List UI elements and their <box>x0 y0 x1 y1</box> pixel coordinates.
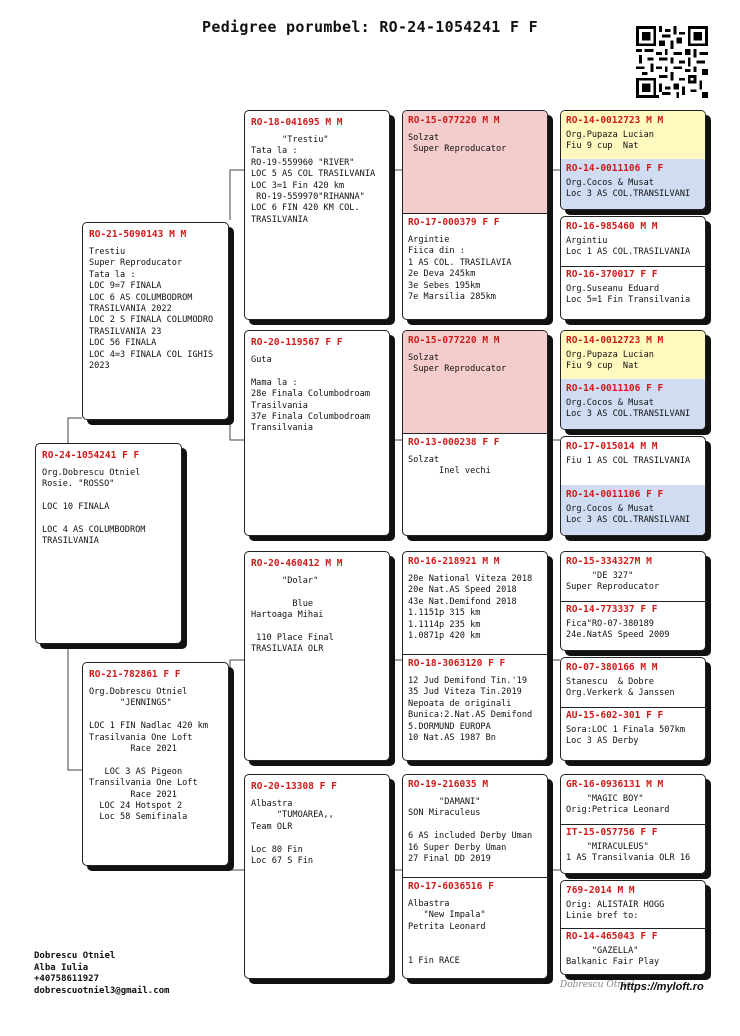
owner-email[interactable]: dobrescuotniel3@gmail.com <box>34 985 170 996</box>
ggg-ring: RO-14-0011106 F F <box>566 383 664 394</box>
ggg-card[interactable] <box>561 881 705 929</box>
dam-card[interactable] <box>82 662 229 866</box>
ggg-info: Fiu 1 AS COL TRASILVANIA <box>566 456 691 466</box>
ggg-pair <box>560 216 706 320</box>
grandparent-info: Albastra "TUMOAREA,, Team OLR Loc 80 Fin Loc 67 S Fin <box>251 799 334 867</box>
ggg-card[interactable] <box>561 823 705 873</box>
grandparent-ring: RO-20-13308 F F <box>251 781 337 792</box>
ggg-card[interactable] <box>561 706 705 760</box>
great-grandparent-pair <box>402 551 548 761</box>
ggg-ring: RO-15-334327M M <box>566 556 652 567</box>
ggg-pair <box>560 657 706 761</box>
ggg-ring: RO-14-0012723 M M <box>566 115 664 126</box>
ggg-info: Org.Suseanu Eduard Loc 5=1 Fin Transilvania <box>566 284 691 306</box>
great-grandparent-card[interactable] <box>403 775 547 878</box>
great-grandparent-card[interactable] <box>403 111 547 214</box>
ggg-ring: RO-14-0011106 F F <box>566 163 664 174</box>
great-grandparent-ring: RO-15-077220 M M <box>408 335 500 346</box>
ggg-info: Orig: ALISTAIR HOGG Linie bref to: <box>566 900 665 922</box>
great-grandparent-pair <box>402 774 548 979</box>
ggg-card[interactable] <box>561 265 705 319</box>
ggg-card[interactable] <box>561 379 705 429</box>
ggg-info: Org.Cocos & Musat Loc 3 AS COL.TRANSILVANI <box>566 398 691 420</box>
grandparent-info: Guta Mama la : 28e Finala Columbodroam Trasilvania 37e Finala Columbodroam Transilvania <box>251 355 370 434</box>
great-grandparent-info: "DAMANI" SON Miraculeus 6 AS included Derby Uman 16 Super Derby Uman 27 Final DD 2019 <box>408 797 533 865</box>
ggg-ring: RO-14-465043 F F <box>566 931 658 942</box>
ggg-info: Org.Pupaza Lucian Fiu 9 cup Nat <box>566 350 654 372</box>
sire-card[interactable] <box>82 222 229 420</box>
page-title: Pedigree porumbel: RO-24-1054241 F F <box>202 18 538 36</box>
ggg-ring: RO-16-985460 M M <box>566 221 658 232</box>
great-grandparent-card[interactable] <box>403 654 547 760</box>
ggg-info: "GAZELLA" Balkanic Fair Play <box>566 946 660 968</box>
grandparent-info: "Dolar" Blue Hartoaga Mihai 110 Place Final TRASILVAIA OLR <box>251 576 334 655</box>
sire-ring: RO-21-5090143 M M <box>89 229 187 240</box>
website-link[interactable]: https://myloft.ro <box>620 981 704 993</box>
grandparent-info: "Trestiu" Tata la : RO-19-559960 "RIVER" LOC 5 AS COL TRASILVANIA LOC 3=1 Fin 420 km RO-19-559970"RIHANNA" LOC 6 FIN 420 KM COL. TRASILVANIA <box>251 135 376 225</box>
ggg-pair <box>560 880 706 975</box>
great-grandparent-ring: RO-17-000379 F F <box>408 217 500 228</box>
grandparent-card[interactable] <box>244 551 390 761</box>
ggg-info: Org.Pupaza Lucian Fiu 9 cup Nat <box>566 130 654 152</box>
great-grandparent-ring: RO-19-216035 M <box>408 779 489 790</box>
great-grandparent-pair <box>402 330 548 536</box>
ggg-info: "MIRACULEUS" 1 AS Transilvania OLR 16 <box>566 842 691 864</box>
owner-city: Alba Iulia <box>34 962 89 973</box>
subject-info: Org.Dobrescu Otniel Rosie. "ROSSO" LOC 10 FINALA LOC 4 AS COLUMBODROM TRASILVANIA <box>42 468 146 547</box>
ggg-card[interactable] <box>561 927 705 974</box>
great-grandparent-info: Argintie Fiica din : 1 AS COL. TRASILAVIA 2e Deva 245km 3e Sebes 195km 7e Marsilia 285km <box>408 235 512 303</box>
ggg-ring: RO-14-0011106 F F <box>566 489 664 500</box>
great-grandparent-ring: RO-18-3063120 F F <box>408 658 506 669</box>
ggg-card[interactable] <box>561 437 705 487</box>
ggg-card[interactable] <box>561 775 705 825</box>
great-grandparent-card[interactable] <box>403 213 547 319</box>
great-grandparent-card[interactable] <box>403 552 547 655</box>
great-grandparent-card[interactable] <box>403 331 547 434</box>
dam-ring: RO-21-782861 F F <box>89 669 181 680</box>
ggg-ring: RO-07-380166 M M <box>566 662 658 673</box>
ggg-info: Sora:LOC 1 Finala 507km Loc 3 AS Derby <box>566 725 685 747</box>
grandparent-ring: RO-20-460412 M M <box>251 558 343 569</box>
great-grandparent-info: Albastra "New Impala" Petrita Leonard 1 Fin RACE <box>408 899 486 967</box>
ggg-card[interactable] <box>561 159 705 209</box>
great-grandparent-ring: RO-13-000238 F F <box>408 437 500 448</box>
great-grandparent-ring: RO-16-218921 M M <box>408 556 500 567</box>
ggg-info: Argintiu Loc 1 AS COL.TRASILVANIA <box>566 236 691 258</box>
ggg-card[interactable] <box>561 658 705 708</box>
ggg-pair <box>560 110 706 210</box>
ggg-card[interactable] <box>561 111 705 161</box>
sire-info: Trestiu Super Reproducator Tata la : LOC 9=7 FINALA LOC 6 AS COLUMBODROM TRASILVANIA 2022 LOC 2 S FINALA COLUMODRO TRASILVANIA 23 LOC 56 FINALA LOC 4=3 FINALA COL IGHIS 2023 <box>89 247 214 372</box>
great-grandparent-ring: RO-17-6036516 F <box>408 881 494 892</box>
grandparent-card[interactable] <box>244 110 390 320</box>
dam-info: Org.Dobrescu Otniel "JENNINGS" LOC 1 FIN Nadlac 420 km Trasilvania One Loft Race 2021 LOC 3 AS Pigeon Transilvania One Loft Race 2021 LOC 24 Hotspot 2 Loc 58 Semifinala <box>89 687 208 823</box>
subject-ring: RO-24-1054241 F F <box>42 450 140 461</box>
great-grandparent-ring: RO-15-077220 M M <box>408 115 500 126</box>
grandparent-card[interactable] <box>244 774 390 979</box>
great-grandparent-card[interactable] <box>403 877 547 978</box>
ggg-info: "DE 327" Super Reproducator <box>566 571 660 593</box>
owner-phone[interactable]: +40758611927 <box>34 974 100 984</box>
ggg-info: Stanescu & Dobre Org.Verkerk & Janssen <box>566 677 675 699</box>
ggg-info: Org.Cocos & Musat Loc 3 AS COL.TRANSILVANI <box>566 504 691 526</box>
signature: Dobrescu Otniel <box>560 980 635 990</box>
ggg-ring: GR-16-0936131 M M <box>566 779 664 790</box>
ggg-info: "MAGIC BOY" Orig:Petrica Leonard <box>566 794 670 816</box>
grandparent-ring: RO-18-041695 M M <box>251 117 343 128</box>
ggg-ring: RO-17-015014 M M <box>566 441 658 452</box>
ggg-ring: AU-15-602-301 F F <box>566 710 664 721</box>
grandparent-card[interactable] <box>244 330 390 536</box>
ggg-ring: IT-15-057756 F F <box>566 827 658 838</box>
ggg-info: Fica"RO-07-380189 24e.NatAS Speed 2009 <box>566 619 670 641</box>
ggg-card[interactable] <box>561 552 705 602</box>
ggg-ring: 769-2014 M M <box>566 885 635 896</box>
ggg-card[interactable] <box>561 485 705 535</box>
subject-card[interactable] <box>35 443 182 644</box>
great-grandparent-info: Solzat Inel vechi <box>408 455 491 477</box>
great-grandparent-info: Solzat Super Reproducator <box>408 133 507 155</box>
great-grandparent-info: Solzat Super Reproducator <box>408 353 507 375</box>
great-grandparent-card[interactable] <box>403 433 547 535</box>
ggg-info: Org.Cocos & Musat Loc 3 AS COL.TRANSILVANI <box>566 178 691 200</box>
ggg-pair <box>560 774 706 874</box>
great-grandparent-info: 12 Jud Demifond Tin.'19 35 Jud Viteza Tin.2019 Nepoata de originali Bunica:2.Nat.AS Demifond 5.DORMUND EUROPA 10 Nat.AS 1987 Bn <box>408 676 533 744</box>
ggg-card[interactable] <box>561 217 705 267</box>
ggg-ring: RO-16-370017 F F <box>566 269 658 280</box>
grandparent-ring: RO-20-119567 F F <box>251 337 343 348</box>
ggg-ring: RO-14-0012723 M M <box>566 335 664 346</box>
ggg-ring: RO-14-773337 F F <box>566 604 658 615</box>
ggg-pair <box>560 551 706 651</box>
owner-contact <box>34 951 169 997</box>
ggg-card[interactable] <box>561 331 705 381</box>
great-grandparent-info: 20e National Viteza 2018 20e Nat.AS Speed 2018 43e Nat.Demifond 2018 1.1151p 315 km 1.1114p 235 km 1.0871p 420 km <box>408 574 533 642</box>
great-grandparent-pair <box>402 110 548 320</box>
ggg-card[interactable] <box>561 600 705 650</box>
owner-name: Dobrescu Otniel <box>34 951 116 961</box>
ggg-pair <box>560 436 706 536</box>
ggg-pair <box>560 330 706 430</box>
